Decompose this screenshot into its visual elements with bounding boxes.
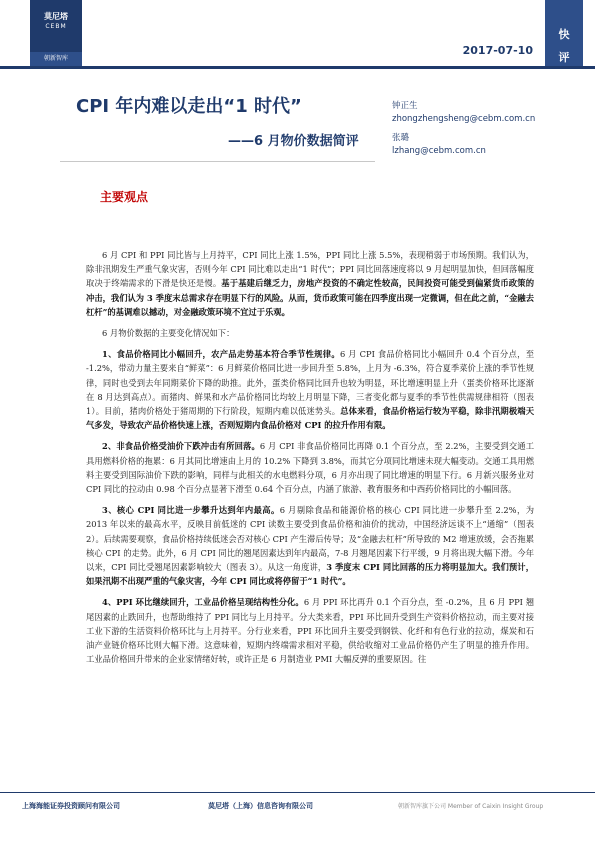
body-paragraph [86, 347, 534, 432]
section-heading: 主要观点 [100, 190, 149, 204]
footer-company-center: 莫尼塔（上海）信息咨询有限公司 [208, 802, 313, 810]
body-paragraph [86, 439, 534, 496]
body-paragraph [86, 595, 534, 666]
report-title: CPI 年内难以走出“1 时代” [76, 96, 302, 117]
tag-char-2: 评 [558, 51, 570, 64]
emphasis-text: 基于基建后继乏力，房地产投资的不确定性较高，民间投资可能受到偏紧货币政策的冲击，我们认为 3 季度末总需求存在明显下行的风险。从而，货币政策可能在四季度出现一定微调，但在此之前，“金融去杠杆”的基调难以撼动，对金融政策环境不宜过于乐观。 [86, 278, 534, 317]
paragraph-text: 6 月 PPI 环比再升 0.1 个百分点，至 -0.2%，且 6 月 PPI 翘尾因素的止跌回升，也帮助维持了 PPI 同比与上月持平。分大类来看，PPI 环比回升受到生产资料价格拉动，而主要对接工业下游的生活资料价格环比与上月持平。分行业来看，PPI 环比回升主要受到钢铁、化纤和有色行业的拉动，煤炭和石油产业链价格环比则大幅下滑。这意味着，短期内终端需求相对平稳，供给收缩对工业品价格仍产生了明显的推升作用。工业品价格回升带来的企业家情绪好转，或许正是 6 月制造业 PMI 大幅反弹的重要原因。往 [86, 597, 534, 665]
body-paragraph [86, 326, 534, 340]
title-divider [60, 161, 375, 162]
report-date: 2017-07-10 [462, 44, 533, 57]
emphasis-text: 3、核心 CPI 同比进一步攀升达到年内最高。 [102, 505, 280, 516]
paragraph-text: 6 月 CPI 食品价格同比小幅回升 0.4 个百分点，至 -1.2%，带动力量主要来自“鲜菜”：6 月鲜菜价格同比进一步回升至 5.8%，上月为 -6.3%，符合夏季菜价上涨的季节性规律，同时也受到去年同期菜价下降的助推。此外，蛋类价格同比回升也较为明显，环比增速明显上升（蛋类价格环比逐渐在 8 月达到高点）。而猪肉、鲜果和水产品价格同比均较上月明显下降，三者变化都与夏季的季节性供需规律相符（图表 1）。目前，猪肉价格处于猪周期的下行阶段，短期内难以低迷势头。 [86, 349, 534, 417]
paragraph-text: 6 月剔除食品和能源价格的核心 CPI 同比进一步攀升至 2.2%，为 2013 年以来的最高水平，反映目前低迷的 CPI 读数主要受到食品价格和油价的扰动，中国经济远谈不上“通缩”（图表 2）。后续需要观察，食品价格持续低迷会否对核心 CPI 产生滞后传导；及“金融去杠杆”所导致的 M2 增速放缓，会否拖累核心 CPI 的走势。此外，6 月 CPI 同比的翘尾因素达到年内最高，7-8 月翘尾因素下行平缓，9 月将出现大幅下滑。今年以来，CPI 同比受翘尾因素影响较大（图表 3）。从这一角度讲， [86, 505, 534, 573]
emphasis-text: 3 季度末 CPI 同比回落的压力将明显加大。我们预计，如果汛期不出现严重的气象灾害，今年 CPI 同比或将停留于“1 时代”。 [86, 562, 534, 587]
report-body [86, 248, 534, 673]
analyst-2-email[interactable]: lzhang@cebm.com.cn [392, 146, 486, 156]
analyst-2-name: 张璐 [392, 133, 410, 143]
logo-sub-text: 朝新智库 [30, 52, 82, 66]
footer-rule [0, 792, 595, 793]
report-subtitle: ——6 月物价数据简评 [228, 134, 359, 149]
paragraph-text: 6 月物价数据的主要变化情况如下： [102, 328, 235, 339]
paragraph-text: 6 月 CPI 非食品价格同比再降 0.1 个百分点，至 2.2%，主要受到交通工具用燃料价格的拖累：6 月其同比增速由上月的 10.2% 下降到 3.8%，而其它分项同比增速未现大幅变动。交通工具用燃料主要受到国际油价下跌的影响，同样与此相关的水电燃料分项，6 月亦出现了同比增速的明显下行。6 月新兴服务业对 CPI 同比的拉动由 0.98 个百分点显著下滑至 0.64 个百分点，内涵了旅游、教育服务和中西药价格同比的小幅回落。 [86, 441, 534, 495]
company-logo [30, 0, 82, 66]
body-paragraph [86, 503, 534, 588]
header-rule [0, 66, 595, 69]
logo-cn-text: 莫尼塔 [44, 12, 68, 21]
tag-char-1: 快 [558, 28, 570, 41]
paragraph-text: 6 月 CPI 和 PPI 同比皆与上月持平，CPI 同比上涨 1.5%，PPI 同比上涨 5.5%，表现稍弱于市场预期。我们认为，除非汛期发生严重气象灾害，否则今年 CPI 同比难以走出“1 时代”；PPI 同比回落速度将以 9 月起明显加快，但回落幅度取决于终端需求的下滑是快还是慢。 [86, 250, 534, 289]
footer-group-note: 朝新智库旗下公司 Member of Caixin Insight Group [398, 803, 544, 810]
footer-company-left: 上海海能证券投资顾问有限公司 [22, 802, 120, 810]
emphasis-text: 总体来看，食品价格运行较为平稳，除非汛期极端天气多发，导致农产品价格快速上涨，否则短期内食品价格对 CPI 的拉升作用有限。 [86, 406, 534, 431]
emphasis-text: 2、非食品价格受油价下跌冲击有所回落。 [102, 441, 260, 452]
body-paragraph [86, 248, 534, 319]
analyst-1-email[interactable]: zhongzhengsheng@cebm.com.cn [392, 114, 536, 124]
emphasis-text: 4、PPI 环比继续回升，工业品价格呈现结构性分化。 [102, 597, 304, 608]
analyst-1-name: 钟正生 [392, 101, 418, 111]
report-type-tag [545, 0, 583, 69]
emphasis-text: 1、食品价格同比小幅回升，农产品走势基本符合季节性规律。 [102, 349, 340, 360]
logo-en-text: CEBM [45, 23, 67, 30]
